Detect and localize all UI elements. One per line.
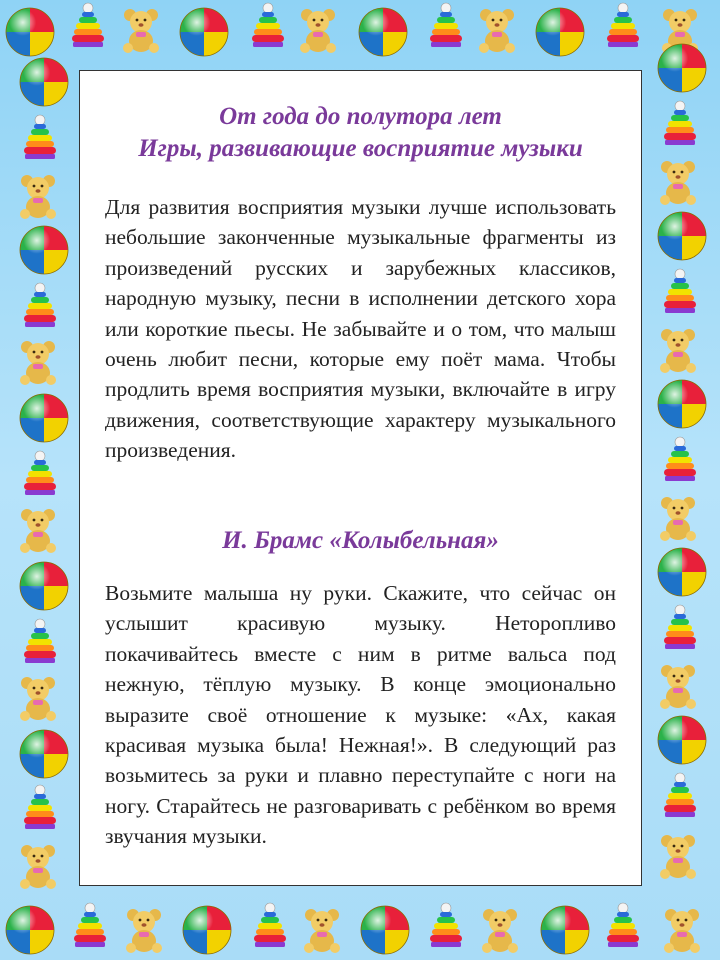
intro-paragraph: Для развития восприятия музыки лучше использовать небольшие законченные музыкальные фрагменты из произведений русских и зарубежных классиков, народную музыку, песни в исполнении детского хора или короткие пьесы. Не забывайте и о том, что малыш очень любит песни, которые ему поёт мама. Чтобы продлить время восприятия музыки, включайте в игру движения, соответствующие характеру музыкального произведения.: [105, 195, 616, 463]
heading-line-2: Игры, развивающие восприятие музыки: [138, 135, 583, 162]
game-paragraph: Возьмите малыша ну руки. Скажите, что сейчас он услышит красивую музыку. Неторопливо покачивайтесь вместе с ним в ритме вальса под нежную, тёплую музыку. В конце эмоционально выразите своё отношение к музыке: «Ах, какая красивая музыка была! Нежная!». В следующий раз возьмитесь за руки и плавно переступайте с ноги на ногу. Старайтесь не разговаривать с ребёнком во время звучания музыки.: [105, 581, 616, 849]
heading-line-1: От года до полутора лет: [219, 103, 502, 130]
game-title: И. Брамс «Колыбельная»: [222, 527, 499, 554]
page-heading: [80, 101, 641, 165]
content-panel: [79, 70, 642, 886]
